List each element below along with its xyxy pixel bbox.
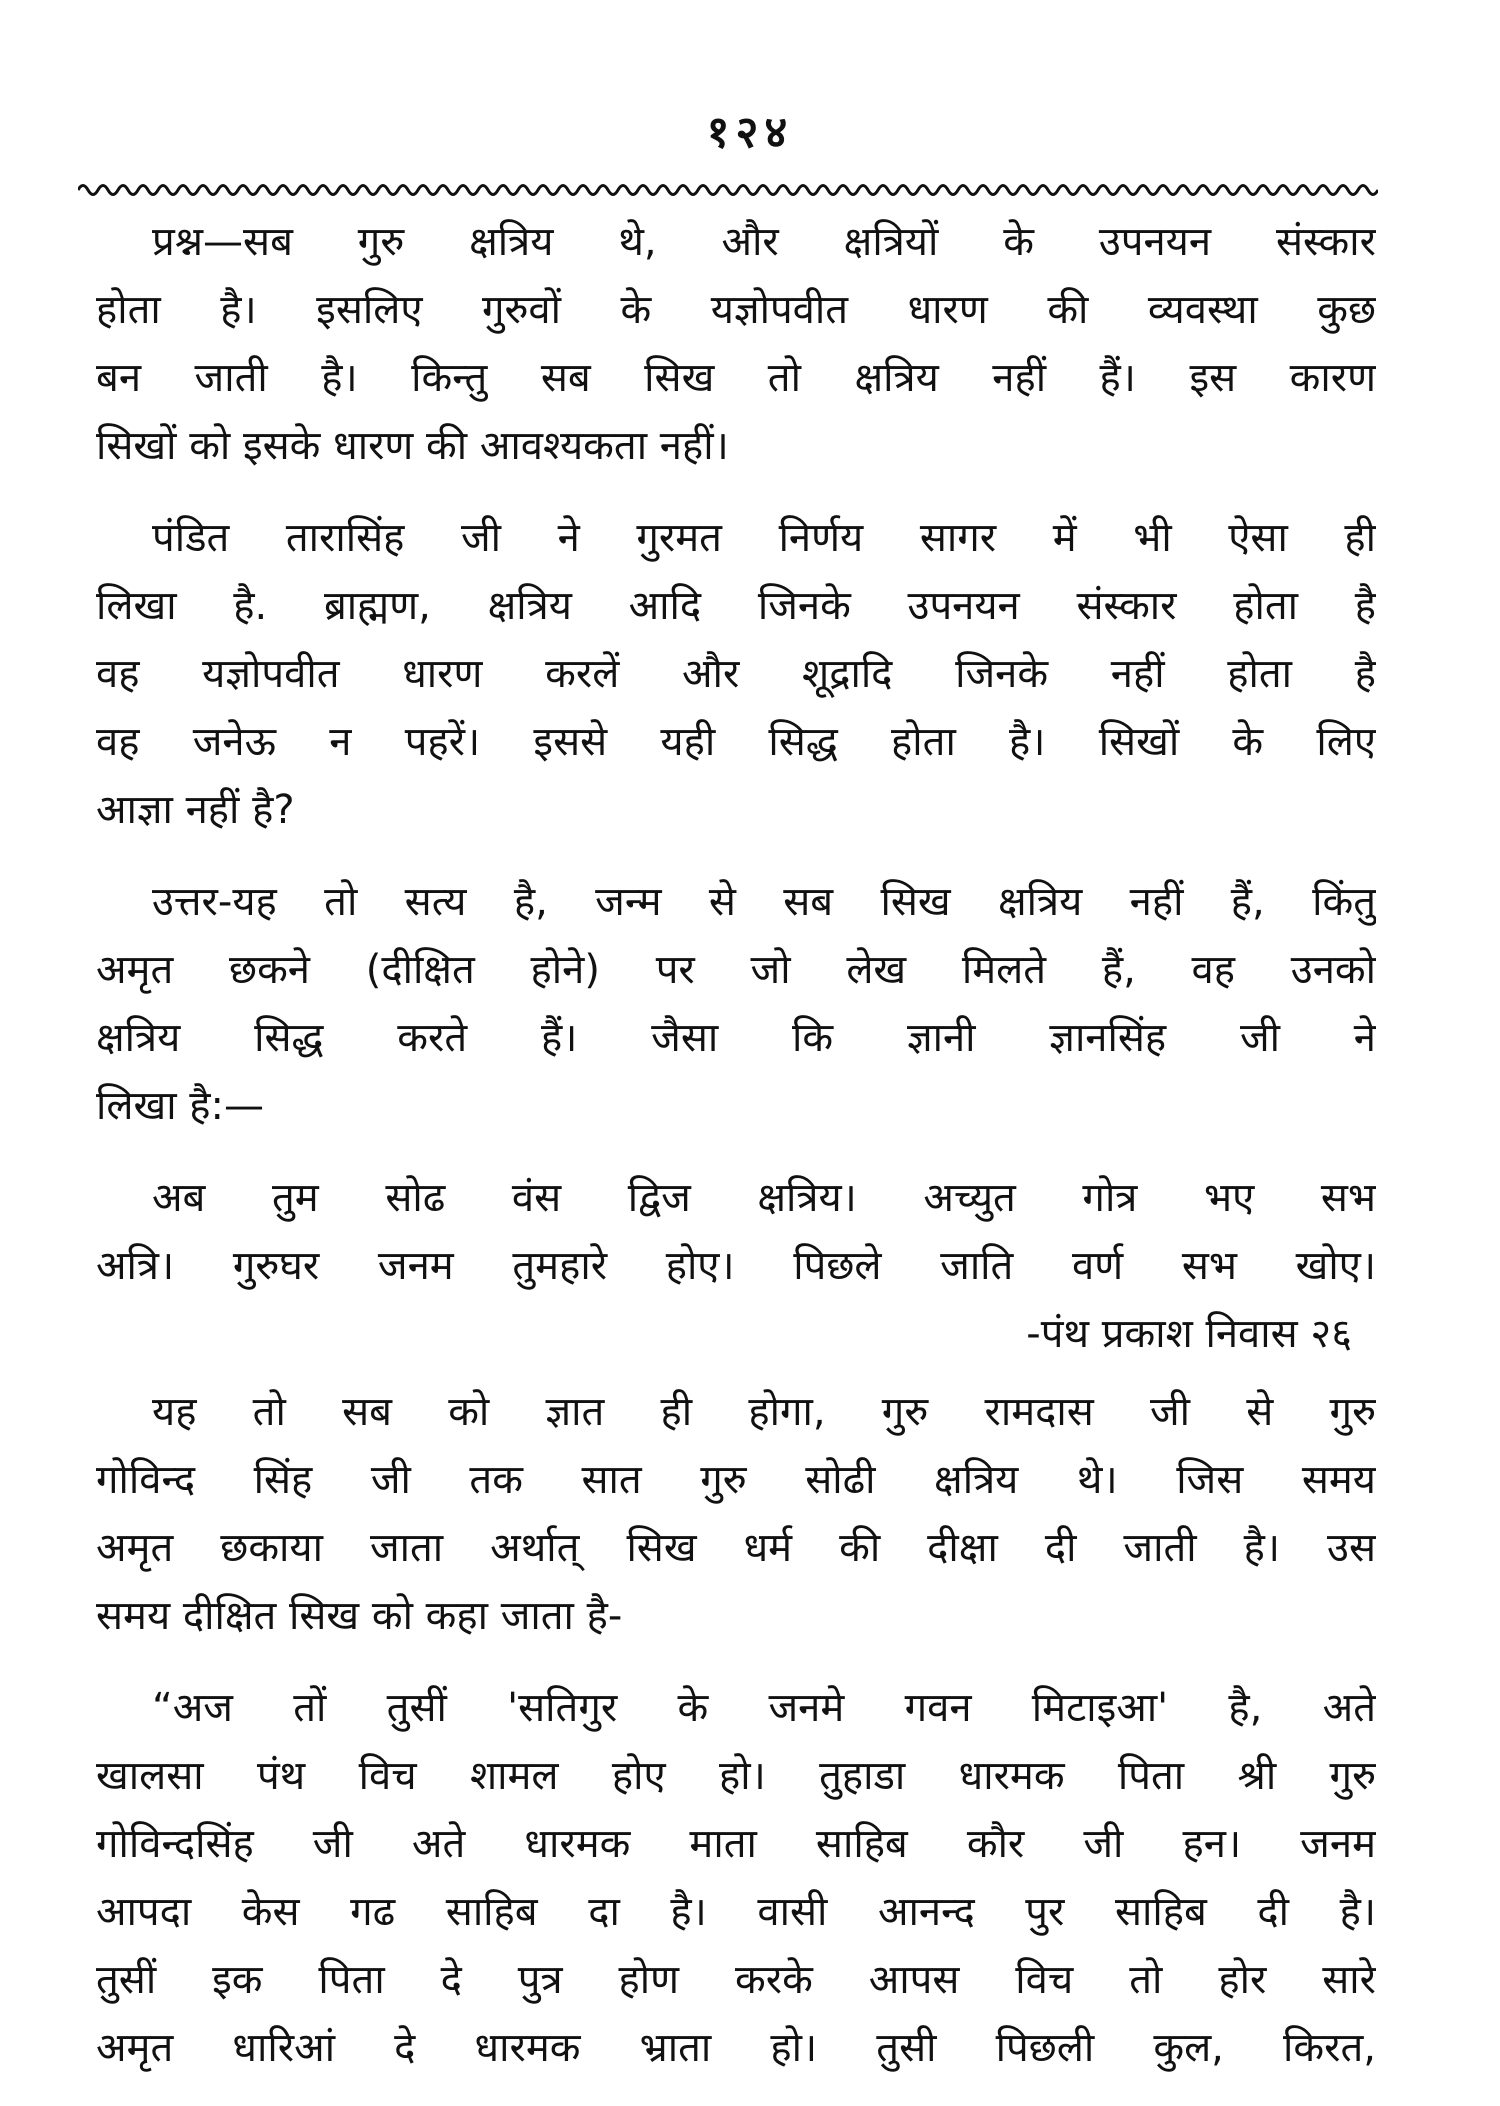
paragraph-answer: [96, 868, 1376, 1140]
text-line: होता है। इसलिए गुरुवों के यज्ञोपवीत धारण की व्यवस्था कुछ: [96, 287, 1376, 333]
text-line: वह जनेऊ न पहरें। इससे यही सिद्ध होता है। सिखों के लिए: [96, 719, 1376, 765]
text-line: तुसीं इक पिता दे पुत्र होण करके आपस विच तो होर सारे: [96, 1957, 1376, 2003]
text-line: खालसा पंथ विच शामल होए हो। तुहाडा धारमक पिता श्री गुरु: [96, 1753, 1376, 1799]
text-line: पंडित तारासिंह जी ने गुरमत निर्णय सागर में भी ऐसा ही: [152, 515, 1376, 561]
text-line: अमृत धारिआं दे धारमक भ्राता हो। तुसी पिछली कुल, किरत,: [96, 2025, 1376, 2071]
verse-line: अब तुम सोढ वंस द्विज क्षत्रिय। अच्युत गोत्र भए सभ: [152, 1175, 1376, 1221]
page-number: १२४: [706, 107, 794, 158]
text-line: बन जाती है। किन्तु सब सिख तो क्षत्रिय नहीं हैं। इस कारण: [96, 355, 1376, 401]
text-line: अमृत छकाया जाता अर्थात् सिख धर्म की दीक्षा दी जाती है। उस: [96, 1525, 1376, 1571]
paragraph-pandit: [96, 504, 1376, 844]
text-line: वह यज्ञोपवीत धारण करलें और शूद्रादि जिनके नहीं होता है: [96, 651, 1376, 697]
verse-line: अत्रि। गुरुघर जनम तुमहारे होए। पिछले जाति वर्ण सभ खोए।: [96, 1243, 1376, 1289]
text-line: समय दीक्षित सिख को कहा जाता है-: [96, 1593, 623, 1639]
text-line: यह तो सब को ज्ञात ही होगा, गुरु रामदास जी से गुरु: [152, 1389, 1376, 1435]
paragraph-gurus: [96, 1378, 1376, 1650]
text-line: उत्तर-यह तो सत्य है, जन्म से सब सिख क्षत्रिय नहीं हैं, किंतु: [152, 879, 1376, 925]
paragraph-question: [96, 208, 1376, 480]
paragraph-quote: [96, 1674, 1376, 2082]
text-line: क्षत्रिय सिद्ध करते हैं। जैसा कि ज्ञानी ज्ञानसिंह जी ने: [96, 1015, 1376, 1061]
text-line: गोविन्द सिंह जी तक सात गुरु सोढी क्षत्रिय थे। जिस समय: [96, 1457, 1376, 1503]
text-line: “अज तों तुसीं 'सतिगुर के जनमे गवन मिटाइआ' है, अते: [152, 1685, 1376, 1731]
wavy-rule: [78, 178, 1378, 202]
text-line: आपदा केस गढ साहिब दा है। वासी आनन्द पुर साहिब दी है।: [96, 1889, 1376, 1935]
paragraph-verse: [96, 1164, 1376, 1368]
text-line: लिखा है. ब्राह्मण, क्षत्रिय आदि जिनके उपनयन संस्कार होता है: [96, 583, 1376, 629]
text-line: गोविन्दसिंह जी अते धारमक माता साहिब कौर जी हन। जनम: [96, 1821, 1376, 1867]
text-line: लिखा है:—: [96, 1083, 264, 1129]
verse-citation: -पंथ प्रकाश निवास २६: [1026, 1311, 1352, 1357]
text-line: प्रश्न—सब गुरु क्षत्रिय थे, और क्षत्रियों के उपनयन संस्कार: [152, 219, 1376, 265]
body-text: [96, 208, 1376, 2106]
text-line: सिखों को इसके धारण की आवश्यकता नहीं।: [96, 423, 729, 469]
text-line: अमृत छकने (दीक्षित होने) पर जो लेख मिलते हैं, वह उनको: [96, 947, 1376, 993]
text-line: आज्ञा नहीं है?: [96, 787, 295, 833]
